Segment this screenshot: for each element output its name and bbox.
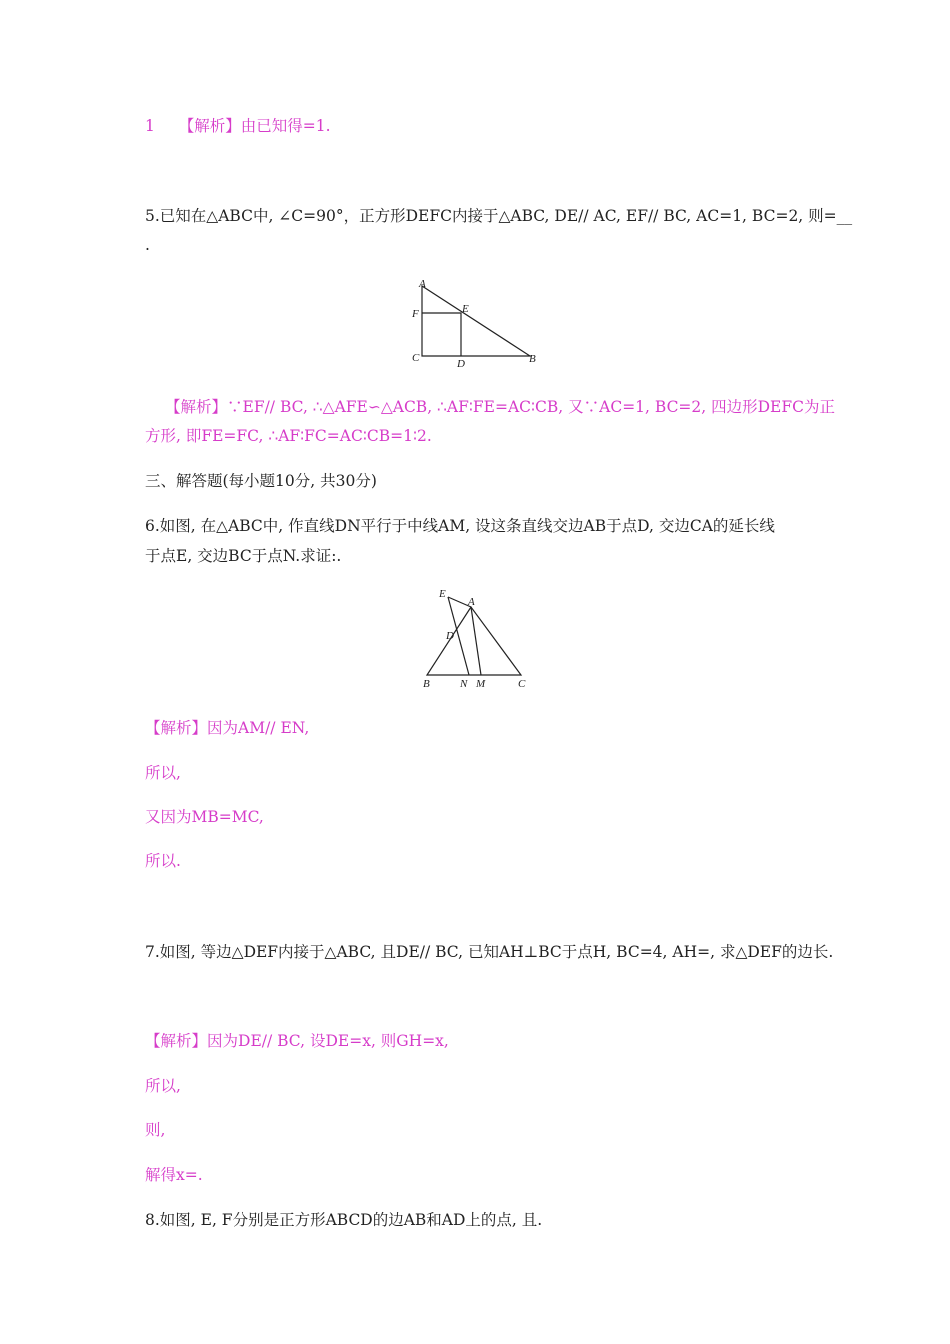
- q6-label-d: D: [446, 630, 454, 642]
- q6-question-line2: 于点E, 交边BC于点N.求证:.: [145, 547, 342, 565]
- q5-triangle-abc: [422, 286, 530, 356]
- q6-analysis-text1: 因为AM// EN,: [207, 719, 310, 737]
- q7-analysis-line1: [145, 1030, 449, 1052]
- q5-analysis-tag: 【解析】: [165, 398, 228, 416]
- q6-analysis-line1: [145, 717, 309, 739]
- q6-label-c: C: [518, 678, 526, 690]
- q5-figure: [405, 276, 545, 371]
- q4-analysis-tag: 【解析】: [178, 117, 241, 135]
- q5-question-line1: 5.已知在△ABC中, ∠C=90°，正方形DEFC内接于△ABC, DE// AC, EF// BC, AC=1, BC=2, 则=__: [145, 207, 853, 225]
- q8-question-line1: 8.如图, E, F分别是正方形ABCD的边AB和AD上的点, 且.: [145, 1211, 543, 1229]
- q5-label-f: F: [412, 308, 419, 320]
- q5-analysis-text1: ∵EF// BC, ∴△AFE∽△ACB, ∴AF∶FE=AC∶CB, 又∵AC=1, BC=2, 四边形DEFC为正: [227, 398, 835, 416]
- q6-label-a: A: [468, 596, 475, 608]
- q5-label-c: C: [412, 352, 420, 364]
- q6-triangle-abc: [427, 607, 521, 675]
- q5-question-line2: .: [145, 236, 150, 254]
- q7-analysis-line3: 则,: [145, 1121, 166, 1139]
- q7-analysis-line4: 解得x=.: [145, 1166, 203, 1184]
- q4-answer-number: 1: [145, 117, 155, 135]
- q6-question-line1: 6.如图, 在△ABC中, 作直线DN平行于中线AM, 设这条直线交边AB于点D, 交边CA的延长线: [145, 517, 775, 535]
- q7-analysis-text1: 因为DE// BC, 设DE=x, 则GH=x,: [207, 1032, 449, 1050]
- q7-analysis-tag: 【解析】: [145, 1032, 208, 1050]
- q5-analysis-line1: [165, 396, 835, 418]
- q6-analysis-tag: 【解析】: [145, 719, 208, 737]
- q5-analysis-line2: 方形, 即FE=FC, ∴AF∶FC=AC∶CB=1∶2.: [145, 427, 432, 445]
- q6-analysis-line4: 所以.: [145, 852, 181, 870]
- q5-label-a: A: [419, 278, 426, 290]
- q5-square-defc: [422, 313, 461, 356]
- q6-label-e: E: [439, 588, 446, 600]
- q6-analysis-line2: 所以,: [145, 764, 181, 782]
- q4-answer-line: [145, 115, 331, 137]
- q6-label-b: B: [423, 678, 430, 690]
- q6-median-am: [471, 607, 481, 675]
- q6-label-n: N: [460, 678, 468, 690]
- q5-label-d: D: [457, 358, 465, 370]
- q6-label-m: M: [476, 678, 486, 690]
- q7-analysis-line2: 所以,: [145, 1077, 181, 1095]
- q6-figure: [415, 585, 540, 695]
- q4-analysis-text: 由已知得=1.: [240, 117, 331, 135]
- q7-question-line1: 7.如图, 等边△DEF内接于△ABC, 且DE// BC, 已知AH⊥BC于点H, BC=4, AH=, 求△DEF的边长.: [145, 943, 834, 961]
- q5-label-b: B: [529, 353, 536, 365]
- section-3-heading: 三、解答题(每小题10分, 共30分): [145, 472, 377, 490]
- q5-label-e: E: [462, 303, 469, 315]
- q6-analysis-line3: 又因为MB=MC,: [145, 808, 264, 826]
